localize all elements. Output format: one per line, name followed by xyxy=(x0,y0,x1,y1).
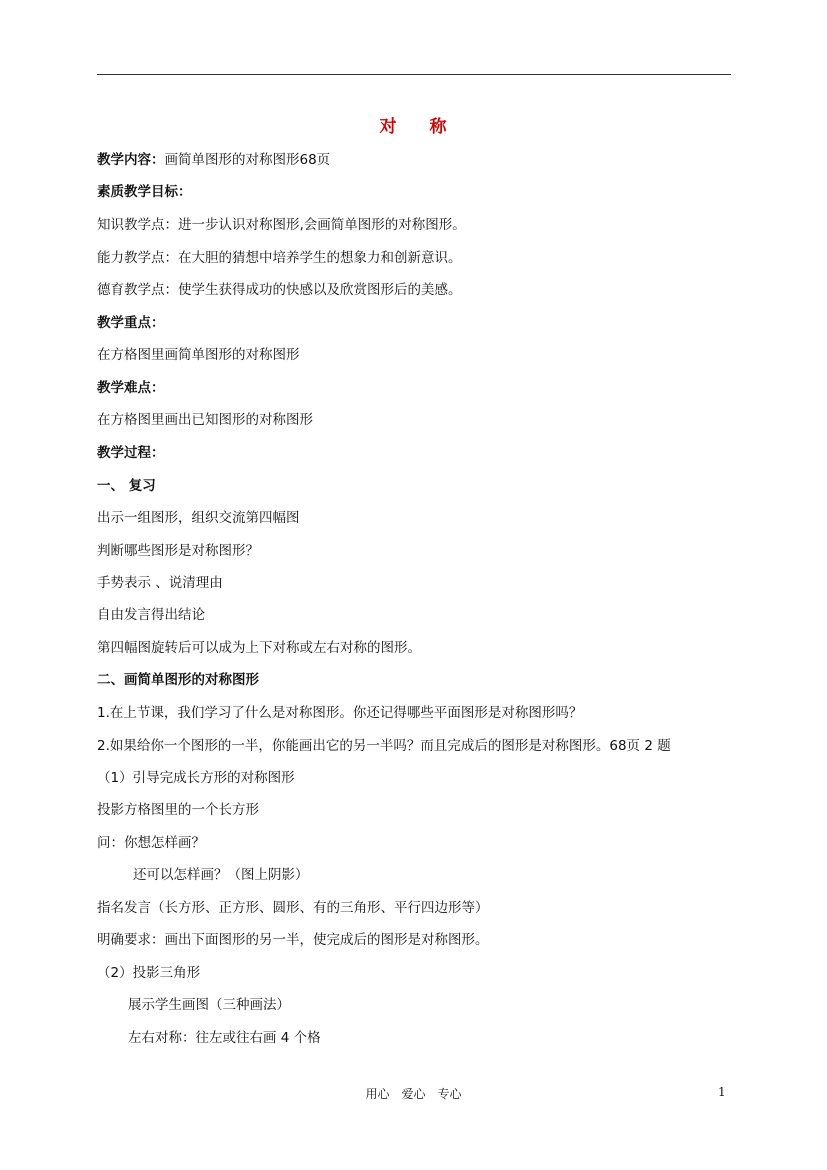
knowledge-point: 知识教学点：进一步认识对称图形,会画简单图形的对称图形。 xyxy=(97,217,466,233)
review-step-2: 判断哪些图形是对称图形？ xyxy=(97,543,259,559)
review-step-4: 自由发言得出结论 xyxy=(97,607,205,623)
drawing-sub-2-b: 左右对称：往左或往右画 4 个格 xyxy=(128,1030,321,1046)
process-heading: 教学过程： xyxy=(97,445,165,461)
footer-word-2: 爱心 xyxy=(401,1087,426,1101)
difficulty-heading: 教学难点： xyxy=(97,380,165,396)
teaching-content-text: 画简单图形的对称图形68页 xyxy=(164,152,331,168)
drawing-sub-2-a: 展示学生画图（三种画法） xyxy=(128,997,290,1013)
page-number: 1 xyxy=(718,1085,726,1099)
key-point-text: 在方格图里画简单图形的对称图形 xyxy=(97,347,300,363)
footer-word-3: 专心 xyxy=(437,1087,462,1101)
page-title xyxy=(0,112,827,137)
drawing-sub-1: （1）引导完成长方形的对称图形 xyxy=(97,770,295,786)
review-step-1: 出示一组图形，组织交流第四幅图 xyxy=(97,510,300,526)
review-step-3: 手势表示 、说清理由 xyxy=(97,575,223,591)
ability-point: 能力教学点：在大胆的猜想中培养学生的想象力和创新意识。 xyxy=(97,250,462,266)
drawing-sub-1-d: 指名发言（长方形、正方形、圆形、有的三角形、平行四边形等） xyxy=(97,900,489,916)
difficulty-text: 在方格图里画出已知图形的对称图形 xyxy=(97,412,313,428)
key-point-heading: 教学重点： xyxy=(97,315,165,331)
drawing-section-heading: 二、画简单图形的对称图形 xyxy=(97,672,259,688)
drawing-sub-1-e: 明确要求：画出下面图形的另一半，使完成后的图形是对称图形。 xyxy=(97,932,489,948)
review-step-5: 第四幅图旋转后可以成为上下对称或左右对称的图形。 xyxy=(97,640,421,656)
drawing-sub-1-a: 投影方格图里的一个长方形 xyxy=(97,802,259,818)
drawing-step-2: 2.如果给你一个图形的一半，你能画出它的另一半吗？而且完成后的图形是对称图形。68页 2 题 xyxy=(97,738,671,754)
teaching-content-label: 教学内容： xyxy=(97,152,165,168)
drawing-sub-2: （2）投影三角形 xyxy=(97,965,201,981)
teaching-content xyxy=(97,151,330,169)
section-goals-heading: 素质教学目标： xyxy=(97,184,192,200)
header-rule xyxy=(97,74,731,75)
title-char-1: 对 xyxy=(379,117,398,137)
page-footer xyxy=(0,1085,827,1102)
title-char-2: 称 xyxy=(429,117,448,137)
review-heading: 一、 复习 xyxy=(97,478,156,494)
drawing-sub-1-c: 还可以怎样画？（图上阴影） xyxy=(133,867,309,883)
drawing-sub-1-b: 问：你想怎样画？ xyxy=(97,835,205,851)
footer-word-1: 用心 xyxy=(365,1087,390,1101)
moral-point: 德育教学点：使学生获得成功的快感以及欣赏图形后的美感。 xyxy=(97,282,462,298)
drawing-step-1: 1.在上节课，我们学习了什么是对称图形。你还记得哪些平面图形是对称图形吗？ xyxy=(97,705,583,721)
